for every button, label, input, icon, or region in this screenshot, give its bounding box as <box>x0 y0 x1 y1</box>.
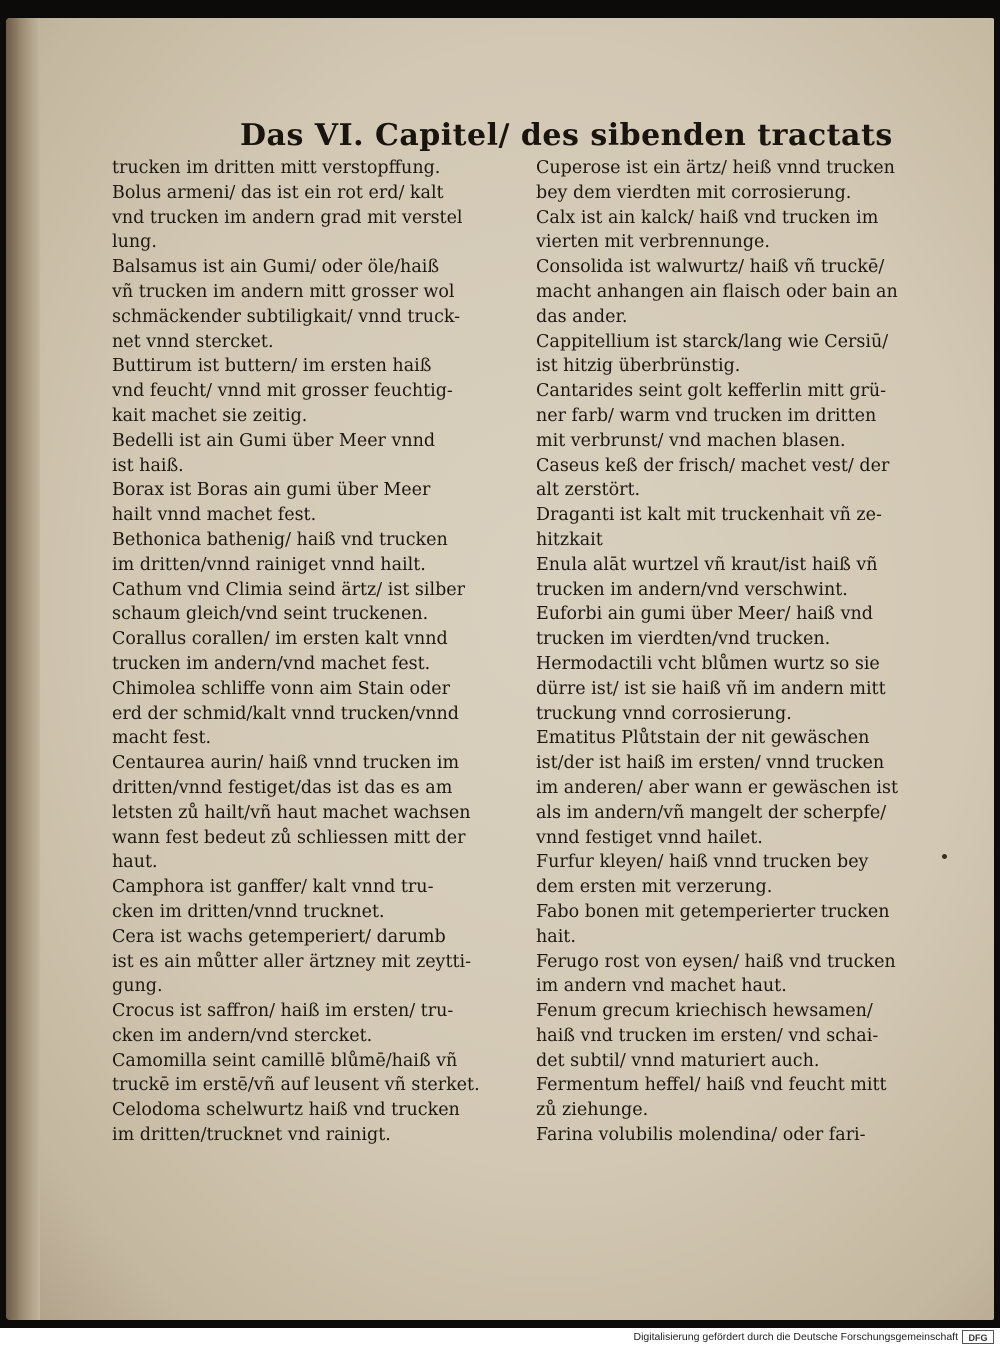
text-line: vnd feucht/ vnnd mit grosser feuchtig- <box>112 381 453 402</box>
text-line: Celodoma schelwurtz haiß vnd trucken <box>112 1100 460 1121</box>
text-line: cken im dritten/vnnd trucknet. <box>112 901 385 922</box>
text-line: vierten mit verbrennunge. <box>536 232 770 253</box>
text-line: im andern vnd machet haut. <box>536 976 787 997</box>
left-text-column <box>112 156 510 1148</box>
running-head: Das VI. Capitel/ des sibenden tractats <box>240 118 893 153</box>
text-line: Bedelli ist ain Gumi über Meer vnnd <box>112 430 436 451</box>
text-line: zů ziehunge. <box>536 1100 649 1121</box>
text-line: wann fest bedeut zů schliessen mitt der <box>112 827 466 848</box>
text-line: hait. <box>536 926 576 947</box>
text-line: Ferugo rost von eysen/ haiß vnd trucken <box>536 951 896 972</box>
text-line: Fermentum heffel/ haiß vnd feucht mitt <box>536 1075 887 1096</box>
text-line: kait machet sie zeitig. <box>112 405 308 426</box>
text-line: letsten zů hailt/vñ haut machet wachsen <box>112 802 471 823</box>
text-line: Bethonica bathenig/ haiß vnd trucken <box>112 529 448 550</box>
text-line: als im andern/vñ mangelt der scherpfe/ <box>536 802 887 823</box>
text-line: hitzkait <box>536 529 603 550</box>
text-line: im dritten/trucknet vnd rainigt. <box>112 1125 391 1146</box>
digitization-footer <box>0 1328 1000 1347</box>
text-line: truckē im erstē/vñ auf leusent vñ sterket. <box>112 1075 480 1096</box>
text-line: trucken im vierdten/vnd trucken. <box>536 629 831 650</box>
text-line: ist haiß. <box>112 455 184 476</box>
text-line: erd der schmid/kalt vnnd trucken/vnnd <box>112 703 459 724</box>
text-line: Fenum grecum kriechisch hewsamen/ <box>536 1001 873 1022</box>
text-line: Calx ist ain kalck/ haiß vnd trucken im <box>536 207 879 228</box>
text-line: im dritten/vnnd rainiget vnnd hailt. <box>112 554 426 575</box>
text-line: mit verbrunst/ vnd machen blasen. <box>536 430 846 451</box>
text-line: Chimolea schliffe vonn aim Stain oder <box>112 678 450 699</box>
text-line: Enula alāt wurtzel vñ kraut/ist haiß vñ <box>536 554 878 575</box>
text-line: Hermodactili vcht blůmen wurtz so sie <box>536 653 880 674</box>
text-line: Caseus keß der frisch/ machet vest/ der <box>536 455 890 476</box>
text-line: net vnnd stercket. <box>112 331 274 352</box>
text-line: Cera ist wachs getemperiert/ darumb <box>112 926 446 947</box>
text-line: Buttirum ist buttern/ im ersten haiß <box>112 356 432 377</box>
text-line: ner farb/ warm vnd trucken im dritten <box>536 405 877 426</box>
dfg-logo: DFG <box>962 1330 994 1344</box>
text-line: Crocus ist saffron/ haiß im ersten/ tru- <box>112 1001 454 1022</box>
text-line: cken im andern/vnd stercket. <box>112 1025 373 1046</box>
text-line: Draganti ist kalt mit truckenhait vñ ze- <box>536 505 882 526</box>
text-line: Consolida ist walwurtz/ haiß vñ truckē/ <box>536 257 885 278</box>
text-line: Cuperose ist ein ärtz/ heiß vnnd trucken <box>536 158 895 178</box>
text-line: ist/der ist haiß im ersten/ vnnd trucken <box>536 753 885 774</box>
text-line: Fabo bonen mit getemperierter trucken <box>536 901 890 922</box>
funding-credit: Digitalisierung gefördert durch die Deutsche Forschungsgemeinschaft <box>633 1331 958 1343</box>
text-line: bey dem vierdten mit corrosierung. <box>536 182 852 203</box>
text-line: im anderen/ aber wann er gewäschen ist <box>536 777 899 798</box>
text-line: Camomilla seint camillē blůmē/haiß vñ <box>112 1050 458 1071</box>
text-line: haiß vnd trucken im ersten/ vnd schai- <box>536 1025 879 1046</box>
book-gutter <box>6 18 40 1320</box>
text-line: Borax ist Boras ain gumi über Meer <box>112 480 431 501</box>
right-text-column <box>536 156 928 1148</box>
text-line: dritten/vnnd festiget/das ist das es am <box>112 777 453 798</box>
text-line: vnnd festiget vnnd hailet. <box>536 827 763 848</box>
text-line: vñ trucken im andern mitt grosser wol <box>112 281 455 302</box>
text-line: Cathum vnd Climia seind ärtz/ ist silber <box>112 579 465 600</box>
text-line: Corallus corallen/ im ersten kalt vnnd <box>112 629 448 650</box>
text-line: Camphora ist ganffer/ kalt vnnd tru- <box>112 877 434 898</box>
text-line: macht fest. <box>112 728 212 749</box>
text-line: gung. <box>112 976 163 997</box>
text-line: ist es ain můtter aller ärtzney mit zeytti- <box>112 951 472 972</box>
text-line: Euforbi ain gumi über Meer/ haiß vnd <box>536 604 874 625</box>
text-line: Cappitellium ist starck/lang wie Cersiū/ <box>536 331 889 352</box>
text-line: trucken im andern/vnd machet fest. <box>112 653 431 674</box>
text-line: lung. <box>112 232 157 253</box>
ink-speck <box>942 854 947 859</box>
text-line: macht anhangen ain flaisch oder bain an <box>536 281 898 302</box>
text-line: Cantarides seint golt kefferlin mitt grü- <box>536 381 887 402</box>
text-line: Centaurea aurin/ haiß vnnd trucken im <box>112 753 460 774</box>
text-line: haut. <box>112 852 158 873</box>
text-line: truckung vnnd corrosierung. <box>536 703 792 724</box>
text-line: det subtil/ vnnd maturiert auch. <box>536 1050 820 1071</box>
text-line: dürre ist/ ist sie haiß vñ im andern mitt <box>536 678 886 699</box>
text-line: trucken im andern/vnd verschwint. <box>536 579 848 600</box>
text-line: schmäckender subtiligkait/ vnnd truck- <box>112 306 461 327</box>
text-line: dem ersten mit verzerung. <box>536 877 773 898</box>
text-line: Balsamus ist ain Gumi/ oder öle/haiß <box>112 257 440 278</box>
text-line: hailt vnnd machet fest. <box>112 505 317 526</box>
text-line: alt zerstört. <box>536 480 641 501</box>
text-line: ist hitzig überbrünstig. <box>536 356 741 377</box>
text-line: schaum gleich/vnd seint truckenen. <box>112 604 429 625</box>
text-line: trucken im dritten mitt verstopffung. <box>112 158 441 178</box>
text-line: Furfur kleyen/ haiß vnnd trucken bey <box>536 852 869 873</box>
text-line: Ematitus Plůtstain der nit gewäschen <box>536 728 870 749</box>
text-line: Bolus armeni/ das ist ein rot erd/ kalt <box>112 182 444 203</box>
text-line: vnd trucken im andern grad mit verstel <box>112 207 463 228</box>
text-line: das ander. <box>536 306 628 327</box>
text-line: Farina volubilis molendina/ oder fari- <box>536 1125 866 1146</box>
